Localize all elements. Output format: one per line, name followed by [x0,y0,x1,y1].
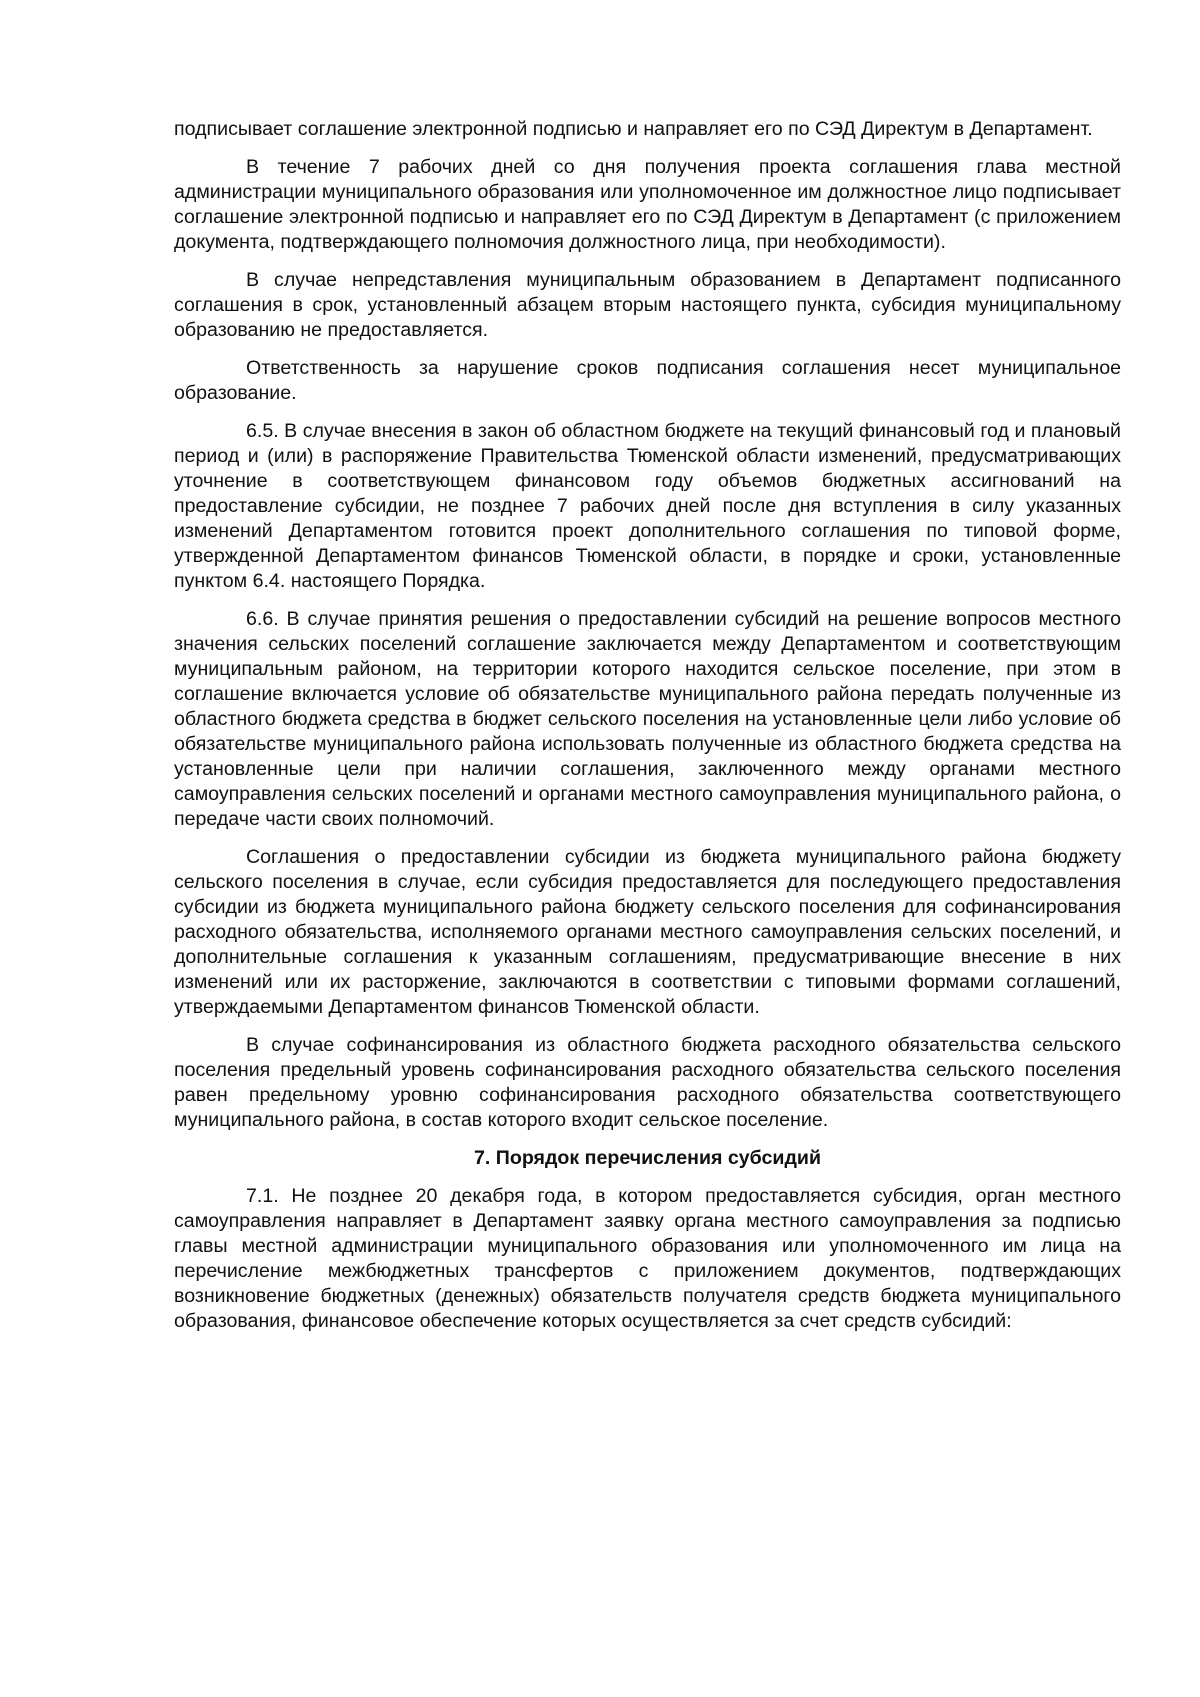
paragraph-6-5: 6.5. В случае внесения в закон об областном бюджете на текущий финансовый год и плановый период и (или) в распоряжение Правительства Тюменской области изменений, предусматривающих уточнение в соответствующем финансовом году объемов бюджетных ассигнований на предоставление субсидии, не позднее 7 рабочих дней после дня вступления в силу указанных изменений Департаментом готовится проект дополнительного соглашения по типовой форме, утвержденной Департаментом финансов Тюменской области, в порядке и сроки, установленные пунктом 6.4. настоящего Порядка. [174,420,1121,592]
document-page [174,117,1121,1347]
paragraph-cofinancing: В случае софинансирования из областного бюджета расходного обязательства сельского поселения предельный уровень софинансирования расходного обязательства сельского поселения равен предельному уровню софинансирования расходного обязательства соответствующего муниципального района, в состав которого входит сельское поселение. [174,1034,1121,1131]
paragraph-signing-deadline: В течение 7 рабочих дней со дня получения проекта соглашения глава местной администрации муниципального образования или уполномоченное им должностное лицо подписывает соглашение электронной подписью и направляет его по СЭД Директум в Департамент (с приложением документа, подтверждающего полномочия должностного лица, при необходимости). [174,156,1121,253]
paragraph-responsibility: Ответственность за нарушение сроков подписания соглашения несет муниципальное образование. [174,357,1121,404]
paragraph-non-submission: В случае непредставления муниципальным образованием в Департамент подписанного соглашения в срок, установленный абзацем вторым настоящего пункта, субсидия муниципальному образованию не предоставляется. [174,269,1121,341]
paragraph-7-1: 7.1. Не позднее 20 декабря года, в котором предоставляется субсидия, орган местного самоуправления направляет в Департамент заявку органа местного самоуправления за подписью главы местной администрации муниципального образования или уполномоченного им лица на перечисление межбюджетных трансфертов с приложением документов, подтверждающих возникновение бюджетных (денежных) обязательств получателя средств бюджета муниципального образования, финансовое обеспечение которых осуществляется за счет средств субсидий: [174,1185,1121,1332]
paragraph-agreements-rural: Соглашения о предоставлении субсидии из бюджета муниципального района бюджету сельского поселения в случае, если субсидия предоставляется для последующего предоставления субсидии из бюджета муниципального района бюджету сельского поселения для софинансирования расходного обязательства, исполняемого органами местного самоуправления сельских поселений, и дополнительные соглашения к указанным соглашениям, предусматривающие внесение в них изменений или их расторжение, заключаются в соответствии с типовыми формами соглашений, утверждаемыми Департаментом финансов Тюменской области. [174,846,1121,1018]
section-heading: 7. Порядок перечисления субсидий [473,1147,821,1169]
paragraph-continuation: подписывает соглашение электронной подписью и направляет его по СЭД Директум в Департамент. [174,118,1093,140]
paragraph-6-6: 6.6. В случае принятия решения о предоставлении субсидий на решение вопросов местного значения сельских поселений соглашение заключается между Департаментом и соответствующим муниципальным районом, на территории которого находится сельское поселение, при этом в соглашение включается условие об обязательстве муниципального района передать полученные из областного бюджета средства в бюджет сельского поселения на установленные цели либо условие об обязательстве муниципального района использовать полученные из областного бюджета средства на установленные цели при наличии соглашения, заключенного между органами местного самоуправления сельских поселений и органами местного самоуправления муниципального района, о передаче части своих полномочий. [174,608,1121,830]
